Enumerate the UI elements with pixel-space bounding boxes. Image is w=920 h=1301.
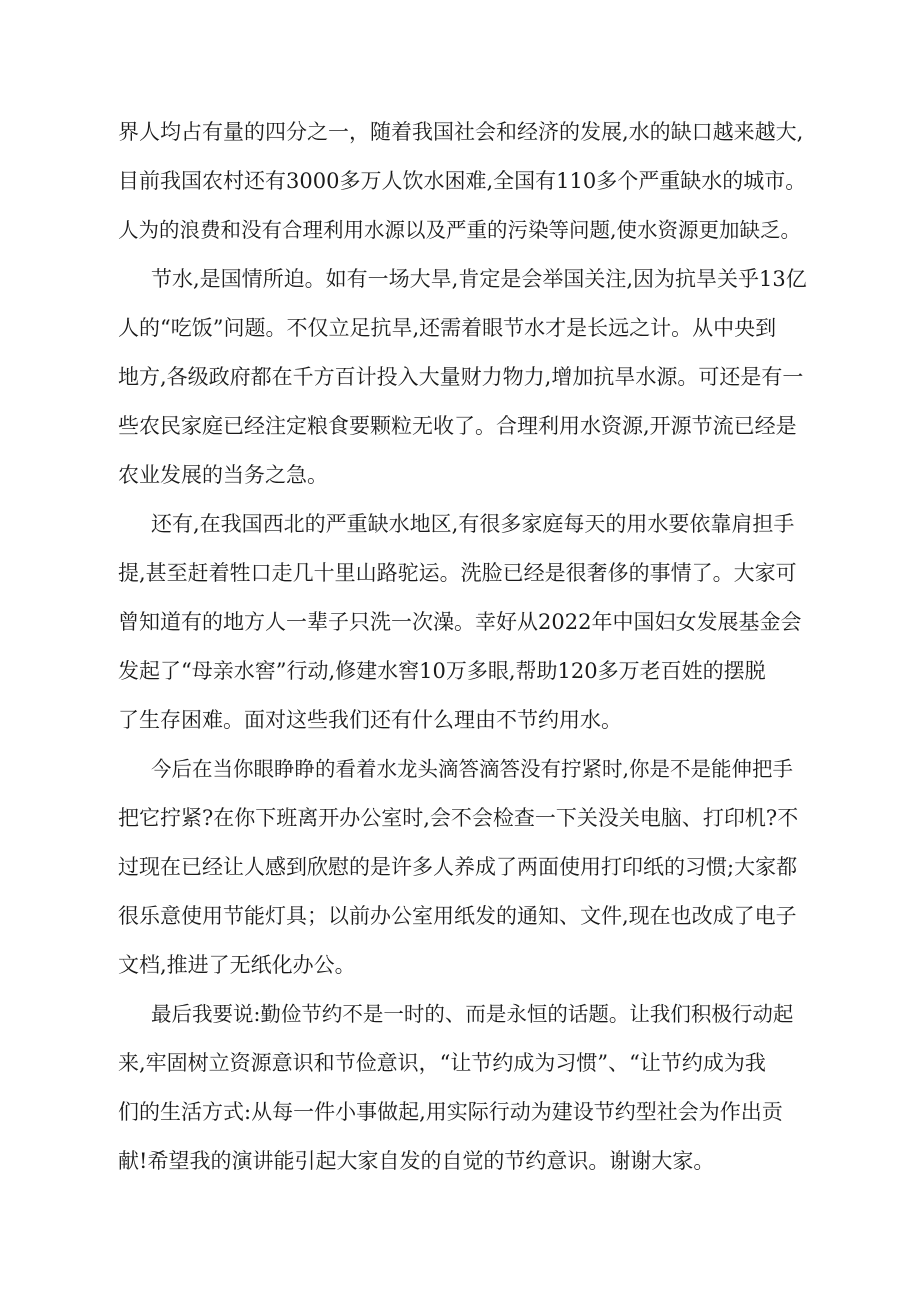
- text-line: 目前我国农村还有3000多万人饮水困难,全国有110多个严重缺水的城市。: [118, 169, 807, 193]
- text-line: 提,甚至赶着牲口走几十里山路驼运。洗脸已经是很奢侈的事情了。大家可: [118, 561, 797, 585]
- text-line: 文档,推进了无纸化办公。: [118, 953, 356, 977]
- document-body: [118, 108, 808, 1186]
- text-line: 人为的浪费和没有合理利用水源以及严重的污染等问题,使水资源更加缺乏。: [118, 218, 802, 242]
- paragraph-start-line: 还有,在我国西北的严重缺水地区,有很多家庭每天的用水要依靠肩担手: [151, 512, 795, 536]
- text-line: 曾知道有的地方人一辈子只洗一次澡。幸好从2022年中国妇女发展基金会: [118, 610, 802, 634]
- text-line: 把它拧紧?在你下班离开办公室时,会不会检查一下关没关电脑、打印机?不: [118, 806, 799, 830]
- text-line: 来,牢固树立资源意识和节俭意识，“让节约成为习惯”、“让节约成为我: [118, 1051, 766, 1075]
- paragraph-start-line: 最后我要说:勤俭节约不是一时的、而是永恒的话题。让我们积极行动起: [151, 1002, 794, 1026]
- paragraph-start-line: 今后在当你眼睁睁的看着水龙头滴答滴答没有拧紧时,你是不是能伸把手: [151, 757, 794, 781]
- text-line: 人的“吃饭”问题。不仅立足抗旱,还需着眼节水才是长远之计。从中央到: [118, 316, 777, 340]
- text-line: 农业发展的当务之急。: [118, 463, 328, 487]
- text-line: 界人均占有量的四分之一，随着我国社会和经济的发展,水的缺口越来越大,: [118, 120, 804, 144]
- text-line: 们的生活方式:从每一件小事做起,用实际行动为建设节约型社会为作出贡: [118, 1100, 783, 1124]
- text-line: 了生存困难。面对这些我们还有什么理由不节约用水。: [118, 708, 622, 732]
- text-line: 献!希望我的演讲能引起大家自发的自觉的节约意识。谢谢大家。: [118, 1149, 715, 1173]
- text-line: 很乐意使用节能灯具；以前办公室用纸发的通知、文件,现在也改成了电子: [118, 904, 797, 928]
- text-line: 地方,各级政府都在千方百计投入大量财力物力,增加抗旱水源。可还是有一: [118, 365, 804, 389]
- text-line: 发起了“母亲水窖”行动,修建水窖10万多眼,帮助120多万老百姓的摆脱: [118, 659, 766, 683]
- paragraph-start-line: 节水,是国情所迫。如有一场大旱,肯定是会举国关注,因为抗旱关乎13亿: [151, 267, 807, 291]
- text-line: 些农民家庭已经注定粮食要颗粒无收了。合理利用水资源,开源节流已经是: [118, 414, 797, 438]
- text-line: 过现在已经让人感到欣慰的是许多人养成了两面使用打印纸的习惯;大家都: [118, 855, 798, 879]
